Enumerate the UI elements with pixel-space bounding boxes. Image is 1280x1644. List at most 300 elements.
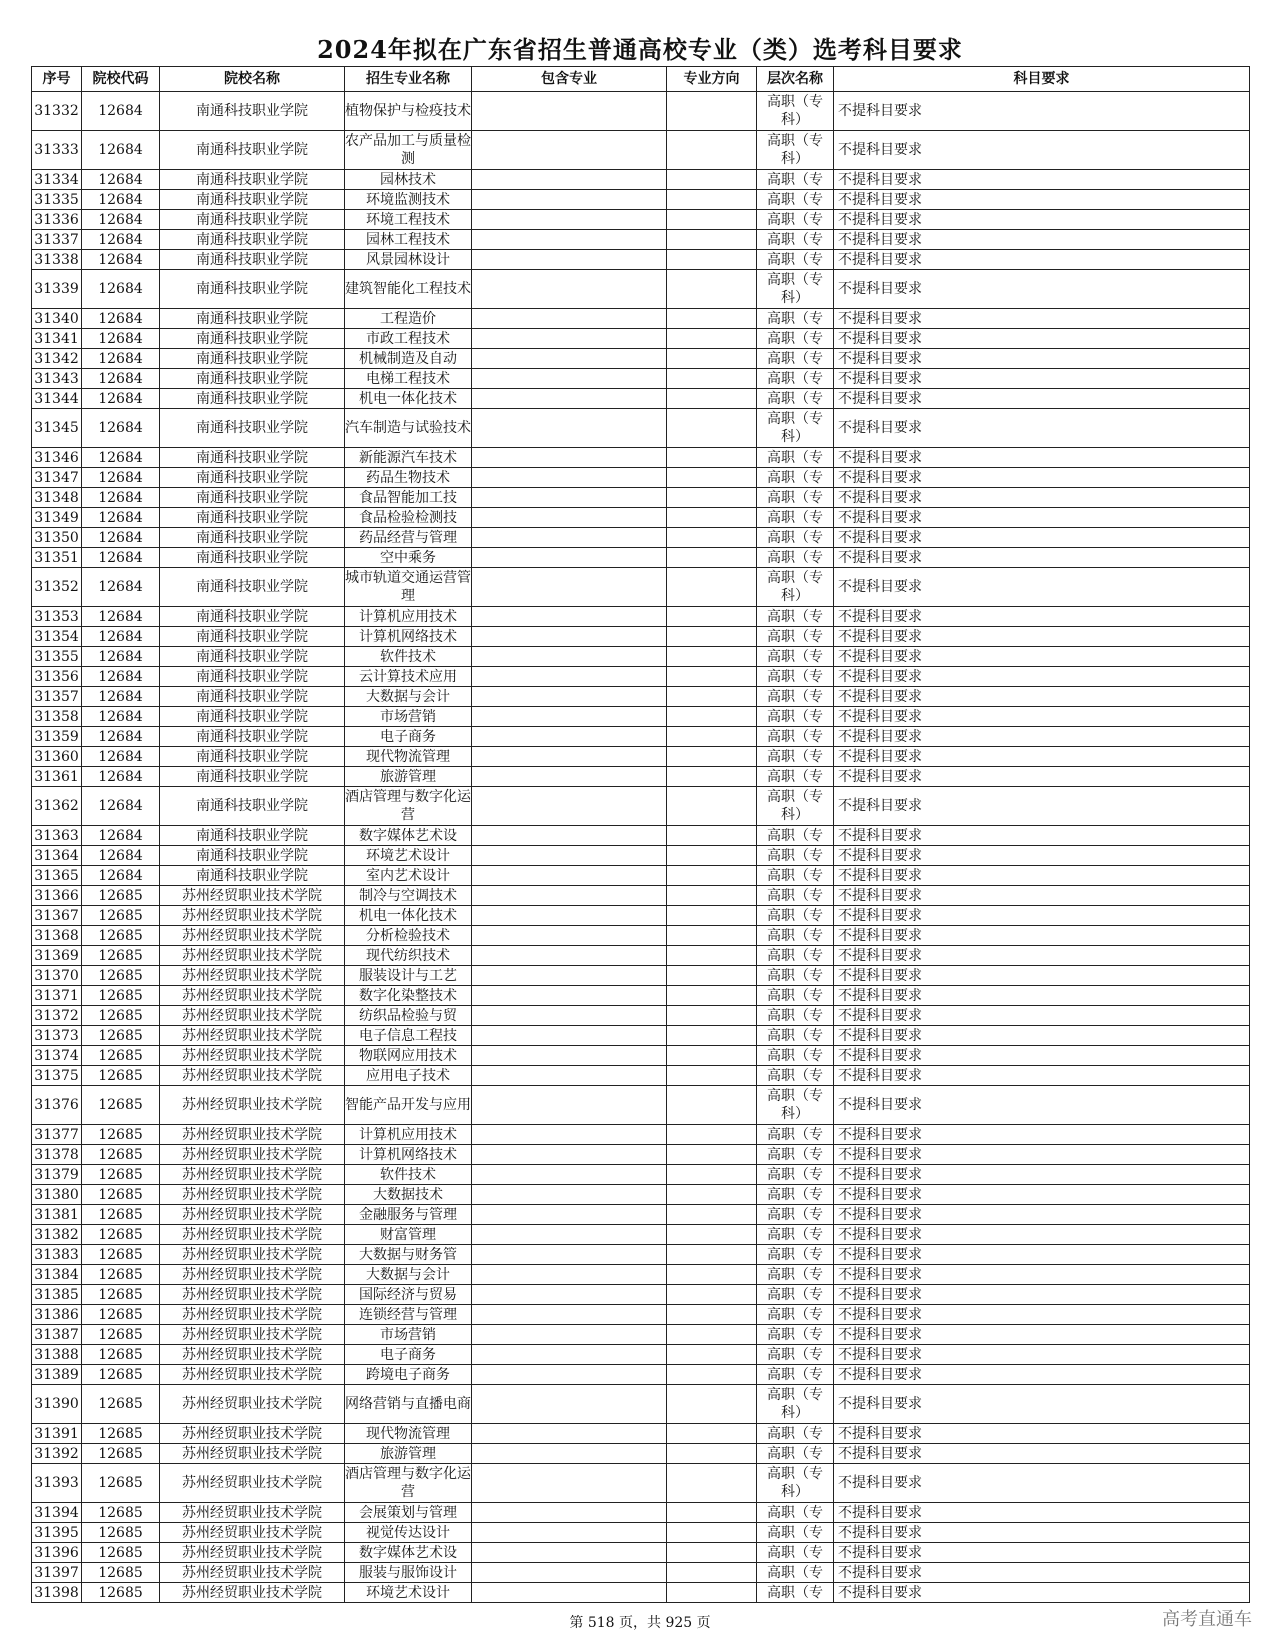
row-seq-cell: 31368	[32, 926, 82, 946]
table-row	[32, 1205, 1250, 1225]
level-name-cell: 高职（专	[757, 468, 834, 488]
row-seq-cell: 31371	[32, 986, 82, 1006]
row-seq-cell: 31370	[32, 966, 82, 986]
level-name-cell: 高职（专	[757, 946, 834, 966]
subject-requirements-table	[31, 66, 1250, 1603]
major-direction-cell	[667, 508, 757, 528]
school-code-cell: 12684	[82, 627, 160, 647]
included-majors-cell	[472, 210, 667, 230]
level-name-cell: 高职（专	[757, 1365, 834, 1385]
major-name-cell: 跨境电子商务	[345, 1365, 472, 1385]
major-name-cell: 城市轨道交通运营管理	[345, 568, 472, 607]
column-header: 层次名称	[757, 67, 834, 92]
major-name-cell: 机电一体化技术	[345, 906, 472, 926]
school-code-cell: 12684	[82, 270, 160, 309]
level-name-cell: 高职（专	[757, 926, 834, 946]
subject-requirement-cell: 不提科目要求	[834, 966, 1250, 986]
table-row	[32, 250, 1250, 270]
row-seq-cell: 31342	[32, 349, 82, 369]
subject-requirement-cell: 不提科目要求	[834, 1185, 1250, 1205]
table-row	[32, 468, 1250, 488]
school-name-cell: 南通科技职业学院	[160, 349, 345, 369]
included-majors-cell	[472, 607, 667, 627]
row-seq-cell: 31391	[32, 1424, 82, 1444]
major-direction-cell	[667, 1385, 757, 1424]
major-name-cell: 财富管理	[345, 1225, 472, 1245]
table-row	[32, 906, 1250, 926]
row-seq-cell: 31358	[32, 707, 82, 727]
row-seq-cell: 31344	[32, 389, 82, 409]
included-majors-cell	[472, 230, 667, 250]
row-seq-cell: 31378	[32, 1145, 82, 1165]
major-direction-cell	[667, 488, 757, 508]
subject-requirement-cell: 不提科目要求	[834, 448, 1250, 468]
major-direction-cell	[667, 846, 757, 866]
school-name-cell: 苏州经贸职业技术学院	[160, 1523, 345, 1543]
subject-requirement-cell: 不提科目要求	[834, 488, 1250, 508]
major-direction-cell	[667, 1165, 757, 1185]
subject-requirement-cell: 不提科目要求	[834, 1026, 1250, 1046]
major-direction-cell	[667, 1125, 757, 1145]
major-direction-cell	[667, 647, 757, 667]
included-majors-cell	[472, 250, 667, 270]
school-code-cell: 12685	[82, 1086, 160, 1125]
table-row	[32, 966, 1250, 986]
major-direction-cell	[667, 1543, 757, 1563]
row-seq-cell: 31384	[32, 1265, 82, 1285]
major-direction-cell	[667, 1145, 757, 1165]
subject-requirement-cell: 不提科目要求	[834, 1583, 1250, 1603]
major-name-cell: 环境艺术设计	[345, 846, 472, 866]
school-name-cell: 南通科技职业学院	[160, 270, 345, 309]
school-name-cell: 苏州经贸职业技术学院	[160, 1365, 345, 1385]
row-seq-cell: 31372	[32, 1006, 82, 1026]
school-code-cell: 12685	[82, 1365, 160, 1385]
level-name-cell: 高职（专	[757, 528, 834, 548]
level-name-cell: 高职（专	[757, 1305, 834, 1325]
level-name-cell: 高职（专	[757, 1503, 834, 1523]
subject-requirement-cell: 不提科目要求	[834, 1345, 1250, 1365]
included-majors-cell	[472, 1145, 667, 1165]
major-name-cell: 市场营销	[345, 707, 472, 727]
major-direction-cell	[667, 1185, 757, 1205]
school-name-cell: 苏州经贸职业技术学院	[160, 1185, 345, 1205]
major-name-cell: 药品生物技术	[345, 468, 472, 488]
school-code-cell: 12684	[82, 707, 160, 727]
level-name-cell: 高职（专科）	[757, 409, 834, 448]
subject-requirement-cell: 不提科目要求	[834, 1503, 1250, 1523]
included-majors-cell	[472, 568, 667, 607]
row-seq-cell: 31377	[32, 1125, 82, 1145]
table-row	[32, 1006, 1250, 1026]
school-code-cell: 12685	[82, 946, 160, 966]
school-code-cell: 12684	[82, 250, 160, 270]
major-direction-cell	[667, 707, 757, 727]
subject-requirement-cell: 不提科目要求	[834, 389, 1250, 409]
level-name-cell: 高职（专科）	[757, 1464, 834, 1503]
school-name-cell: 苏州经贸职业技术学院	[160, 1066, 345, 1086]
school-code-cell: 12684	[82, 92, 160, 131]
level-name-cell: 高职（专	[757, 250, 834, 270]
subject-requirement-cell: 不提科目要求	[834, 1285, 1250, 1305]
table-row	[32, 1225, 1250, 1245]
table-row	[32, 170, 1250, 190]
major-name-cell: 旅游管理	[345, 767, 472, 787]
row-seq-cell: 31335	[32, 190, 82, 210]
included-majors-cell	[472, 1305, 667, 1325]
table-row	[32, 1285, 1250, 1305]
major-name-cell: 国际经济与贸易	[345, 1285, 472, 1305]
included-majors-cell	[472, 1125, 667, 1145]
included-majors-cell	[472, 1543, 667, 1563]
major-direction-cell	[667, 389, 757, 409]
included-majors-cell	[472, 409, 667, 448]
major-name-cell: 计算机应用技术	[345, 1125, 472, 1145]
school-code-cell: 12685	[82, 1325, 160, 1345]
school-name-cell: 南通科技职业学院	[160, 389, 345, 409]
major-name-cell: 现代纺织技术	[345, 946, 472, 966]
school-code-cell: 12685	[82, 1523, 160, 1543]
school-name-cell: 南通科技职业学院	[160, 787, 345, 826]
level-name-cell: 高职（专	[757, 1543, 834, 1563]
major-direction-cell	[667, 1285, 757, 1305]
row-seq-cell: 31346	[32, 448, 82, 468]
row-seq-cell: 31383	[32, 1245, 82, 1265]
subject-requirement-cell: 不提科目要求	[834, 1125, 1250, 1145]
subject-requirement-cell: 不提科目要求	[834, 767, 1250, 787]
level-name-cell: 高职（专	[757, 866, 834, 886]
subject-requirement-cell: 不提科目要求	[834, 1145, 1250, 1165]
major-direction-cell	[667, 1086, 757, 1125]
school-name-cell: 苏州经贸职业技术学院	[160, 1305, 345, 1325]
included-majors-cell	[472, 727, 667, 747]
major-direction-cell	[667, 468, 757, 488]
included-majors-cell	[472, 1444, 667, 1464]
level-name-cell: 高职（专科）	[757, 787, 834, 826]
row-seq-cell: 31354	[32, 627, 82, 647]
table-row	[32, 826, 1250, 846]
subject-requirement-cell: 不提科目要求	[834, 92, 1250, 131]
included-majors-cell	[472, 707, 667, 727]
table-row	[32, 707, 1250, 727]
major-name-cell: 环境监测技术	[345, 190, 472, 210]
level-name-cell: 高职（专	[757, 1424, 834, 1444]
major-direction-cell	[667, 727, 757, 747]
major-name-cell: 旅游管理	[345, 1444, 472, 1464]
table-row	[32, 727, 1250, 747]
major-direction-cell	[667, 1563, 757, 1583]
table-row	[32, 607, 1250, 627]
level-name-cell: 高职（专	[757, 1205, 834, 1225]
major-direction-cell	[667, 309, 757, 329]
subject-requirement-cell: 不提科目要求	[834, 1563, 1250, 1583]
school-code-cell: 12684	[82, 607, 160, 627]
table-row	[32, 210, 1250, 230]
included-majors-cell	[472, 170, 667, 190]
major-direction-cell	[667, 687, 757, 707]
school-code-cell: 12685	[82, 926, 160, 946]
row-seq-cell: 31367	[32, 906, 82, 926]
row-seq-cell: 31389	[32, 1365, 82, 1385]
school-name-cell: 南通科技职业学院	[160, 230, 345, 250]
included-majors-cell	[472, 1026, 667, 1046]
school-name-cell: 苏州经贸职业技术学院	[160, 1563, 345, 1583]
column-header: 包含专业	[472, 67, 667, 92]
included-majors-cell	[472, 1165, 667, 1185]
school-code-cell: 12685	[82, 1285, 160, 1305]
level-name-cell: 高职（专	[757, 329, 834, 349]
row-seq-cell: 31381	[32, 1205, 82, 1225]
table-row	[32, 488, 1250, 508]
school-name-cell: 苏州经贸职业技术学院	[160, 1265, 345, 1285]
level-name-cell: 高职（专科）	[757, 92, 834, 131]
table-row	[32, 131, 1250, 170]
school-code-cell: 12685	[82, 1345, 160, 1365]
school-name-cell: 南通科技职业学院	[160, 767, 345, 787]
level-name-cell: 高职（专	[757, 1583, 834, 1603]
school-code-cell: 12684	[82, 528, 160, 548]
level-name-cell: 高职（专	[757, 1444, 834, 1464]
school-name-cell: 南通科技职业学院	[160, 846, 345, 866]
row-seq-cell: 31363	[32, 826, 82, 846]
table-body	[32, 92, 1250, 1603]
major-direction-cell	[667, 1424, 757, 1444]
level-name-cell: 高职（专	[757, 210, 834, 230]
major-name-cell: 市场营销	[345, 1325, 472, 1345]
subject-requirement-cell: 不提科目要求	[834, 667, 1250, 687]
row-seq-cell: 31338	[32, 250, 82, 270]
school-code-cell: 12684	[82, 747, 160, 767]
subject-requirement-cell: 不提科目要求	[834, 1046, 1250, 1066]
column-header: 科目要求	[834, 67, 1250, 92]
major-name-cell: 应用电子技术	[345, 1066, 472, 1086]
page-title: 2024年拟在广东省招生普通高校专业（类）选考科目要求	[317, 35, 963, 64]
row-seq-cell: 31343	[32, 369, 82, 389]
school-name-cell: 南通科技职业学院	[160, 488, 345, 508]
row-seq-cell: 31373	[32, 1026, 82, 1046]
major-name-cell: 市政工程技术	[345, 329, 472, 349]
level-name-cell: 高职（专	[757, 1125, 834, 1145]
major-name-cell: 现代物流管理	[345, 1424, 472, 1444]
major-direction-cell	[667, 270, 757, 309]
table-row	[32, 369, 1250, 389]
major-name-cell: 数字化染整技术	[345, 986, 472, 1006]
row-seq-cell: 31339	[32, 270, 82, 309]
table-row	[32, 329, 1250, 349]
major-direction-cell	[667, 787, 757, 826]
table-row	[32, 1046, 1250, 1066]
school-code-cell: 12684	[82, 409, 160, 448]
school-name-cell: 南通科技职业学院	[160, 548, 345, 568]
school-code-cell: 12684	[82, 448, 160, 468]
subject-requirement-cell: 不提科目要求	[834, 1066, 1250, 1086]
row-seq-cell: 31357	[32, 687, 82, 707]
school-code-cell: 12684	[82, 767, 160, 787]
school-code-cell: 12685	[82, 1265, 160, 1285]
level-name-cell: 高职（专	[757, 1523, 834, 1543]
row-seq-cell: 31352	[32, 568, 82, 607]
school-code-cell: 12684	[82, 349, 160, 369]
level-name-cell: 高职（专	[757, 389, 834, 409]
school-name-cell: 苏州经贸职业技术学院	[160, 1464, 345, 1503]
included-majors-cell	[472, 986, 667, 1006]
school-code-cell: 12685	[82, 1026, 160, 1046]
major-name-cell: 电子信息工程技	[345, 1026, 472, 1046]
row-seq-cell: 31345	[32, 409, 82, 448]
school-code-cell: 12684	[82, 309, 160, 329]
major-name-cell: 电子商务	[345, 727, 472, 747]
subject-requirement-cell: 不提科目要求	[834, 468, 1250, 488]
level-name-cell: 高职（专	[757, 190, 834, 210]
table-row	[32, 568, 1250, 607]
major-direction-cell	[667, 1066, 757, 1086]
row-seq-cell: 31398	[32, 1583, 82, 1603]
school-code-cell: 12685	[82, 1145, 160, 1165]
subject-requirement-cell: 不提科目要求	[834, 1523, 1250, 1543]
school-name-cell: 南通科技职业学院	[160, 727, 345, 747]
included-majors-cell	[472, 488, 667, 508]
subject-requirement-cell: 不提科目要求	[834, 369, 1250, 389]
row-seq-cell: 31397	[32, 1563, 82, 1583]
subject-requirement-cell: 不提科目要求	[834, 1543, 1250, 1563]
included-majors-cell	[472, 309, 667, 329]
included-majors-cell	[472, 787, 667, 826]
subject-requirement-cell: 不提科目要求	[834, 707, 1250, 727]
major-direction-cell	[667, 1245, 757, 1265]
school-name-cell: 苏州经贸职业技术学院	[160, 1245, 345, 1265]
subject-requirement-cell: 不提科目要求	[834, 1305, 1250, 1325]
major-direction-cell	[667, 92, 757, 131]
major-direction-cell	[667, 369, 757, 389]
table-row	[32, 508, 1250, 528]
column-header: 院校名称	[160, 67, 345, 92]
major-direction-cell	[667, 190, 757, 210]
row-seq-cell: 31334	[32, 170, 82, 190]
subject-requirement-cell: 不提科目要求	[834, 131, 1250, 170]
major-name-cell: 工程造价	[345, 309, 472, 329]
major-name-cell: 大数据与会计	[345, 687, 472, 707]
major-direction-cell	[667, 250, 757, 270]
table-row	[32, 627, 1250, 647]
subject-requirement-cell: 不提科目要求	[834, 906, 1250, 926]
subject-requirement-cell: 不提科目要求	[834, 1165, 1250, 1185]
subject-requirement-cell: 不提科目要求	[834, 946, 1250, 966]
level-name-cell: 高职（专	[757, 508, 834, 528]
table-row	[32, 1026, 1250, 1046]
school-name-cell: 南通科技职业学院	[160, 747, 345, 767]
included-majors-cell	[472, 846, 667, 866]
level-name-cell: 高职（专	[757, 1285, 834, 1305]
school-name-cell: 南通科技职业学院	[160, 508, 345, 528]
row-seq-cell: 31396	[32, 1543, 82, 1563]
school-code-cell: 12685	[82, 886, 160, 906]
level-name-cell: 高职（专	[757, 1563, 834, 1583]
major-name-cell: 数字媒体艺术设	[345, 826, 472, 846]
school-name-cell: 苏州经贸职业技术学院	[160, 946, 345, 966]
included-majors-cell	[472, 627, 667, 647]
level-name-cell: 高职（专	[757, 170, 834, 190]
major-direction-cell	[667, 1265, 757, 1285]
table-row	[32, 886, 1250, 906]
level-name-cell: 高职（专	[757, 1265, 834, 1285]
major-name-cell: 计算机应用技术	[345, 607, 472, 627]
subject-requirement-cell: 不提科目要求	[834, 1225, 1250, 1245]
major-direction-cell	[667, 1325, 757, 1345]
subject-requirement-cell: 不提科目要求	[834, 1424, 1250, 1444]
major-direction-cell	[667, 767, 757, 787]
level-name-cell: 高职（专	[757, 1165, 834, 1185]
level-name-cell: 高职（专	[757, 1325, 834, 1345]
level-name-cell: 高职（专科）	[757, 1385, 834, 1424]
major-name-cell: 环境艺术设计	[345, 1583, 472, 1603]
school-code-cell: 12684	[82, 210, 160, 230]
included-majors-cell	[472, 647, 667, 667]
subject-requirement-cell: 不提科目要求	[834, 627, 1250, 647]
school-name-cell: 苏州经贸职业技术学院	[160, 966, 345, 986]
major-name-cell: 酒店管理与数字化运营	[345, 787, 472, 826]
school-name-cell: 南通科技职业学院	[160, 528, 345, 548]
subject-requirement-cell: 不提科目要求	[834, 1205, 1250, 1225]
row-seq-cell: 31369	[32, 946, 82, 966]
school-code-cell: 12684	[82, 369, 160, 389]
row-seq-cell: 31387	[32, 1325, 82, 1345]
row-seq-cell: 31375	[32, 1066, 82, 1086]
school-name-cell: 苏州经贸职业技术学院	[160, 1583, 345, 1603]
major-name-cell: 酒店管理与数字化运营	[345, 1464, 472, 1503]
level-name-cell: 高职（专	[757, 846, 834, 866]
subject-requirement-cell: 不提科目要求	[834, 250, 1250, 270]
school-code-cell: 12684	[82, 508, 160, 528]
school-code-cell: 12684	[82, 846, 160, 866]
major-direction-cell	[667, 230, 757, 250]
table-row	[32, 1165, 1250, 1185]
school-name-cell: 苏州经贸职业技术学院	[160, 1205, 345, 1225]
major-direction-cell	[667, 926, 757, 946]
table-row	[32, 946, 1250, 966]
table-row	[32, 986, 1250, 1006]
major-direction-cell	[667, 607, 757, 627]
major-direction-cell	[667, 1305, 757, 1325]
subject-requirement-cell: 不提科目要求	[834, 687, 1250, 707]
row-seq-cell: 31393	[32, 1464, 82, 1503]
included-majors-cell	[472, 1086, 667, 1125]
major-name-cell: 计算机网络技术	[345, 627, 472, 647]
included-majors-cell	[472, 946, 667, 966]
school-name-cell: 苏州经贸职业技术学院	[160, 1424, 345, 1444]
school-name-cell: 南通科技职业学院	[160, 92, 345, 131]
included-majors-cell	[472, 508, 667, 528]
included-majors-cell	[472, 1265, 667, 1285]
major-name-cell: 视觉传达设计	[345, 1523, 472, 1543]
table-row	[32, 1305, 1250, 1325]
table-row	[32, 1125, 1250, 1145]
included-majors-cell	[472, 1325, 667, 1345]
level-name-cell: 高职（专	[757, 906, 834, 926]
school-name-cell: 南通科技职业学院	[160, 409, 345, 448]
major-direction-cell	[667, 131, 757, 170]
row-seq-cell: 31392	[32, 1444, 82, 1464]
school-name-cell: 苏州经贸职业技术学院	[160, 1503, 345, 1523]
included-majors-cell	[472, 270, 667, 309]
row-seq-cell: 31376	[32, 1086, 82, 1125]
major-direction-cell	[667, 528, 757, 548]
subject-requirement-cell: 不提科目要求	[834, 866, 1250, 886]
school-name-cell: 苏州经贸职业技术学院	[160, 1125, 345, 1145]
school-name-cell: 苏州经贸职业技术学院	[160, 1285, 345, 1305]
table-row	[32, 1385, 1250, 1424]
included-majors-cell	[472, 926, 667, 946]
table-row	[32, 787, 1250, 826]
